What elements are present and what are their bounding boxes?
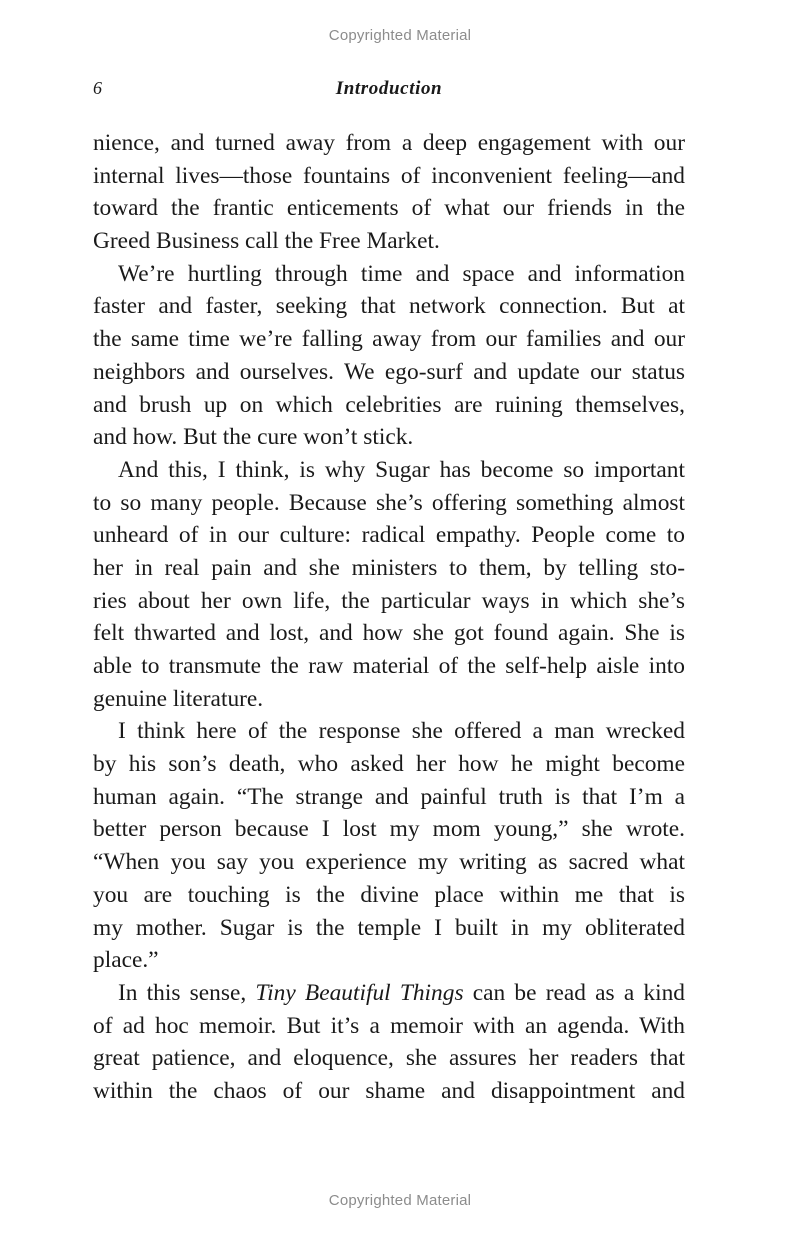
text-line: my mother. Sugar is the temple I built in my obliterated [93, 914, 685, 941]
text-line: unheard of in our culture: radical empathy. People come to [93, 522, 685, 549]
running-head [93, 78, 685, 104]
text-line: Greed Business call the Free Market. [93, 228, 440, 255]
text-line: able to transmute the raw material of the self-help aisle into [93, 653, 685, 679]
text-line: ries about her own life, the particular ways in which she’s [93, 587, 685, 614]
text-line: to so many people. Because she’s offering something almost [93, 489, 685, 516]
text-line: great patience, and eloquence, she assures her readers that [93, 1045, 685, 1072]
text-line: human again. “The strange and painful truth is that I’m a [93, 783, 685, 810]
book-title: Tiny Beautiful Things [255, 979, 464, 1006]
text-line: And this, I think, is why Sugar has become so important [118, 456, 685, 483]
copyright-watermark-top: Copyrighted Material [328, 27, 472, 44]
page-number: 6 [93, 78, 102, 98]
text-line: better person because I lost my mom young,” she wrote. [93, 816, 685, 843]
text-line: We’re hurtling through time and space and information [118, 260, 685, 287]
text-line: the same time we’re falling away from our families and our [93, 326, 685, 353]
text-line: nience, and turned away from a deep engagement with our [93, 130, 685, 156]
text-line [93, 977, 685, 1010]
copyright-watermark-bottom: Copyrighted Material [328, 1192, 472, 1209]
text-line: I think here of the response she offered a man wrecked [118, 718, 685, 745]
text-line: neighbors and ourselves. We ego-surf and update our status [93, 358, 685, 385]
text-line: her in real pain and she ministers to them, by telling sto- [93, 554, 685, 581]
text-line: by his son’s death, who asked her how he might become [93, 751, 685, 778]
text-line: “When you say you experience my writing as sacred what [93, 849, 685, 876]
body-text [93, 127, 685, 1108]
text-line: faster and faster, seeking that network connection. But at [93, 293, 685, 320]
text-line: felt thwarted and lost, and how she got found again. She is [93, 620, 685, 647]
text-run: In this sense, [118, 979, 256, 1006]
text-line: genuine literature. [93, 685, 264, 712]
text-line: toward the frantic enticements of what our friends in the [93, 195, 685, 222]
text-line: you are touching is the divine place within me that is [93, 881, 685, 908]
text-line: internal lives—those fountains of inconvenient feeling—and [93, 162, 685, 189]
text-line: of ad hoc memoir. But it’s a memoir with an agenda. With [93, 1012, 685, 1039]
text-run: can be read as a kind [463, 979, 685, 1006]
text-line: and brush up on which celebrities are ruining themselves, [93, 391, 685, 418]
text-line: and how. But the cure won’t stick. [93, 424, 414, 451]
section-title: Introduction [335, 78, 443, 99]
text-line: within the chaos of our shame and disappointment and [93, 1077, 685, 1104]
text-line: place.” [93, 947, 159, 974]
